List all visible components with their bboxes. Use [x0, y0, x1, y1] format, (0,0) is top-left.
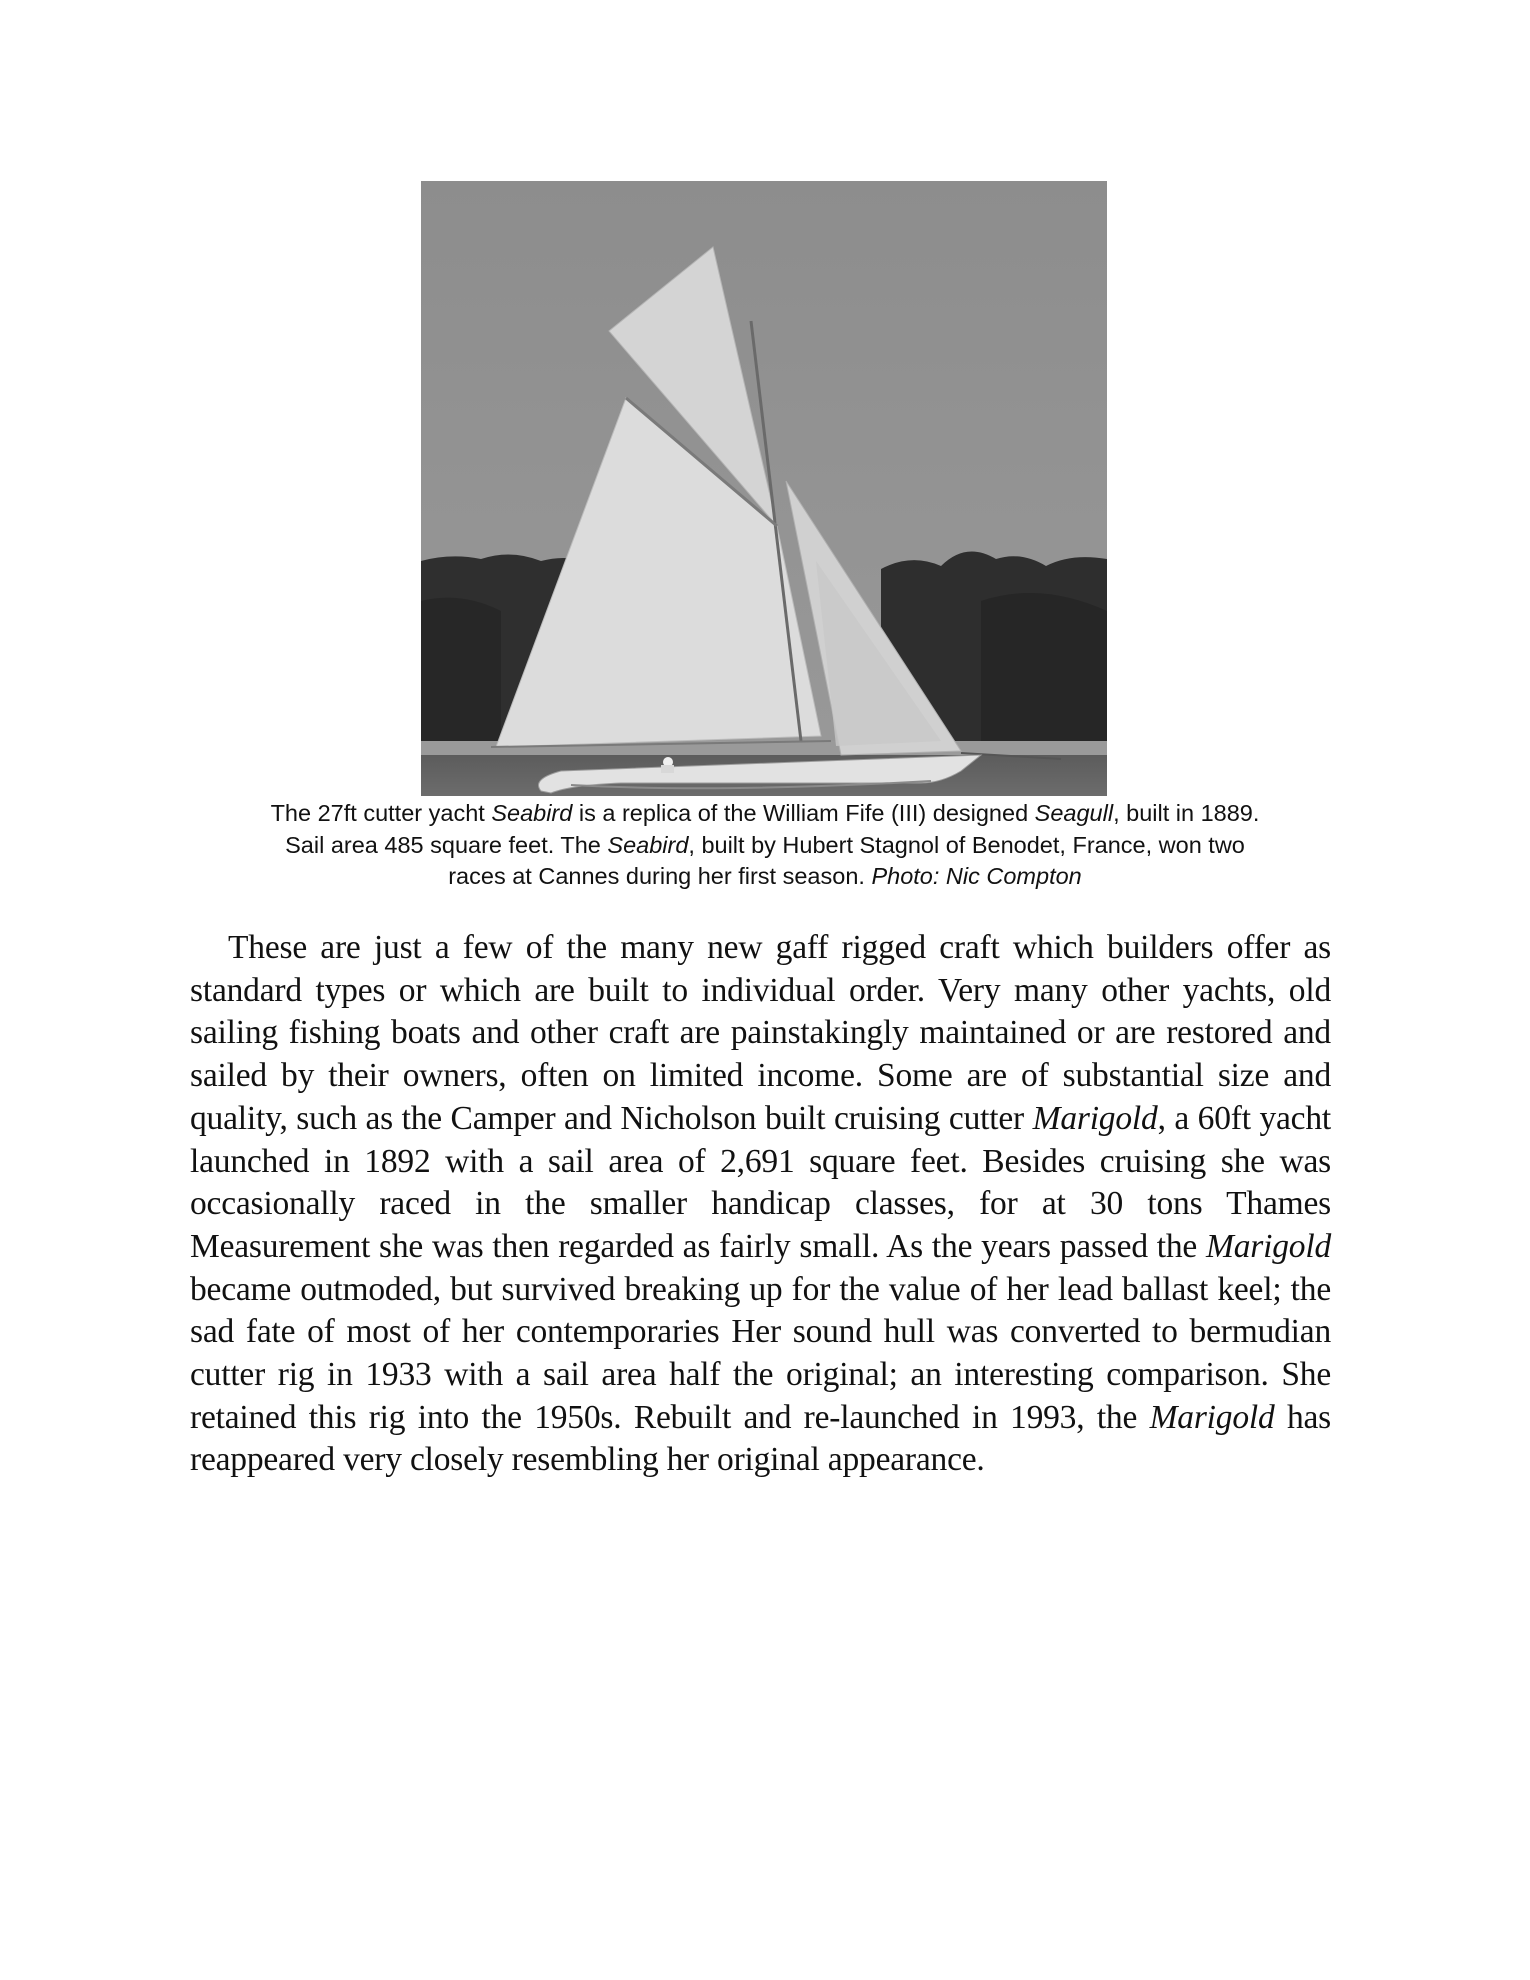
- caption-line-2: Sail area 485 square feet. The Seabird, built by Hubert Stagnol of Benodet, France, won two: [285, 831, 1245, 858]
- sailboat-photo-illustration: [421, 181, 1107, 796]
- body-paragraph: These are just a few of the many new gaff rigged craft which builders offer as standard types or which are built to individual order. Very many other yachts, old sailing fishing boats and other craft are painstakingly maintained or are restored and sailed by their owners, often on limited income. Some are of substantial size and quality, such as the Camper and Nicholson built cruising cutter Marigold, a 60ft yacht launched in 1892 with a sail area of 2,691 square feet. Besides cruising she was occasionally raced in the smaller handicap classes, for at 30 tons Thames Measurement she was then regarded as fairly small. As the years passed the Marigold became outmoded, but survived breaking up for the value of her lead ballast keel; the sad fate of most of her contemporaries Her sound hull was converted to bermudian cutter rig in 1933 with a sail area half the original; an interesting comparison. She retained this rig into the 1950s. Rebuilt and re-launched in 1993, the Marigold has reappeared very closely resembling her original appearance.: [190, 929, 1332, 1479]
- caption-line-3: races at Cannes during her first season. Photo: Nic Compton: [448, 863, 1082, 889]
- figure-caption: [180, 798, 1350, 893]
- caption-line-1: The 27ft cutter yacht Seabird is a replica of the William Fife (III) designed Seagull, built in 1889.: [270, 800, 1260, 826]
- photo-credit: Photo: Nic Compton: [871, 863, 1082, 889]
- yacht-photo: [421, 181, 1107, 796]
